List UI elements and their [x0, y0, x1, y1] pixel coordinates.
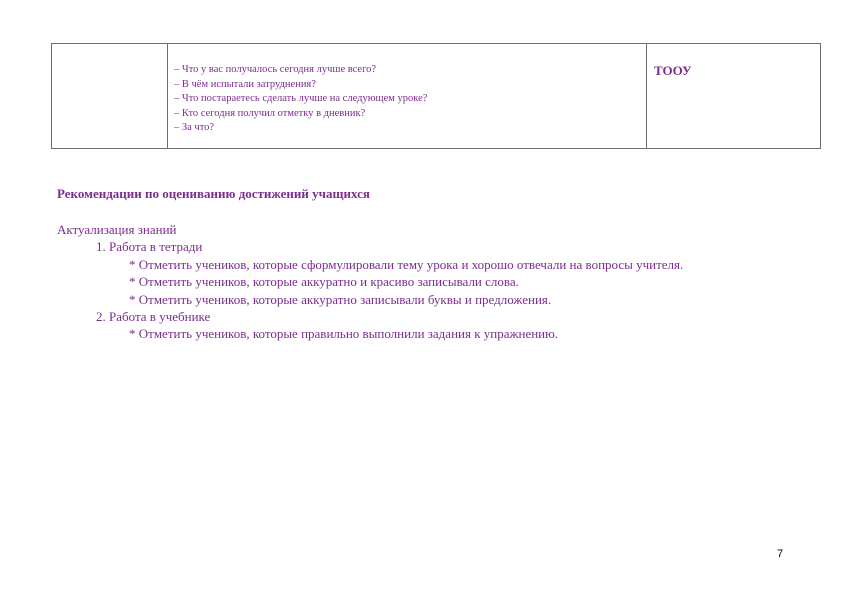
- recommendations-section: [57, 221, 683, 343]
- questions-cell: [168, 44, 647, 149]
- empty-cell: [52, 44, 168, 149]
- list-item: * Отметить учеников, которые аккуратно и красиво записывали слова.: [129, 274, 519, 290]
- tag-cell: [647, 44, 821, 149]
- question-item: – В чём испытали затруднения?: [174, 78, 316, 90]
- question-item: – За что?: [174, 122, 215, 134]
- page-number: 7: [777, 548, 784, 560]
- recommendations-title: Рекомендации по оцениванию достижений учащихся: [57, 186, 370, 201]
- assessment-tag: ТООУ: [654, 63, 692, 78]
- question-item: – Что постараетесь сделать лучше на следующем уроке?: [174, 93, 428, 105]
- list-item: * Отметить учеников, которые сформулировали тему урока и хорошо отвечали на вопросы учителя.: [129, 256, 684, 272]
- list-item: * Отметить учеников, которые правильно выполнили задания к упражнению.: [129, 326, 559, 342]
- question-item: – Что у вас получалось сегодня лучше всего?: [174, 64, 377, 75]
- table-row: [52, 44, 821, 149]
- lesson-table: [51, 43, 821, 149]
- question-item: – Кто сегодня получил отметку в дневник?: [174, 107, 366, 119]
- section-title: Актуализация знаний: [57, 222, 177, 237]
- list-item-title: 2. Работа в учебнике: [96, 309, 211, 325]
- list-item-title: 1. Работа в тетради: [96, 239, 203, 255]
- list-item: * Отметить учеников, которые аккуратно записывали буквы и предложения.: [129, 291, 552, 307]
- reflection-questions: [174, 63, 646, 136]
